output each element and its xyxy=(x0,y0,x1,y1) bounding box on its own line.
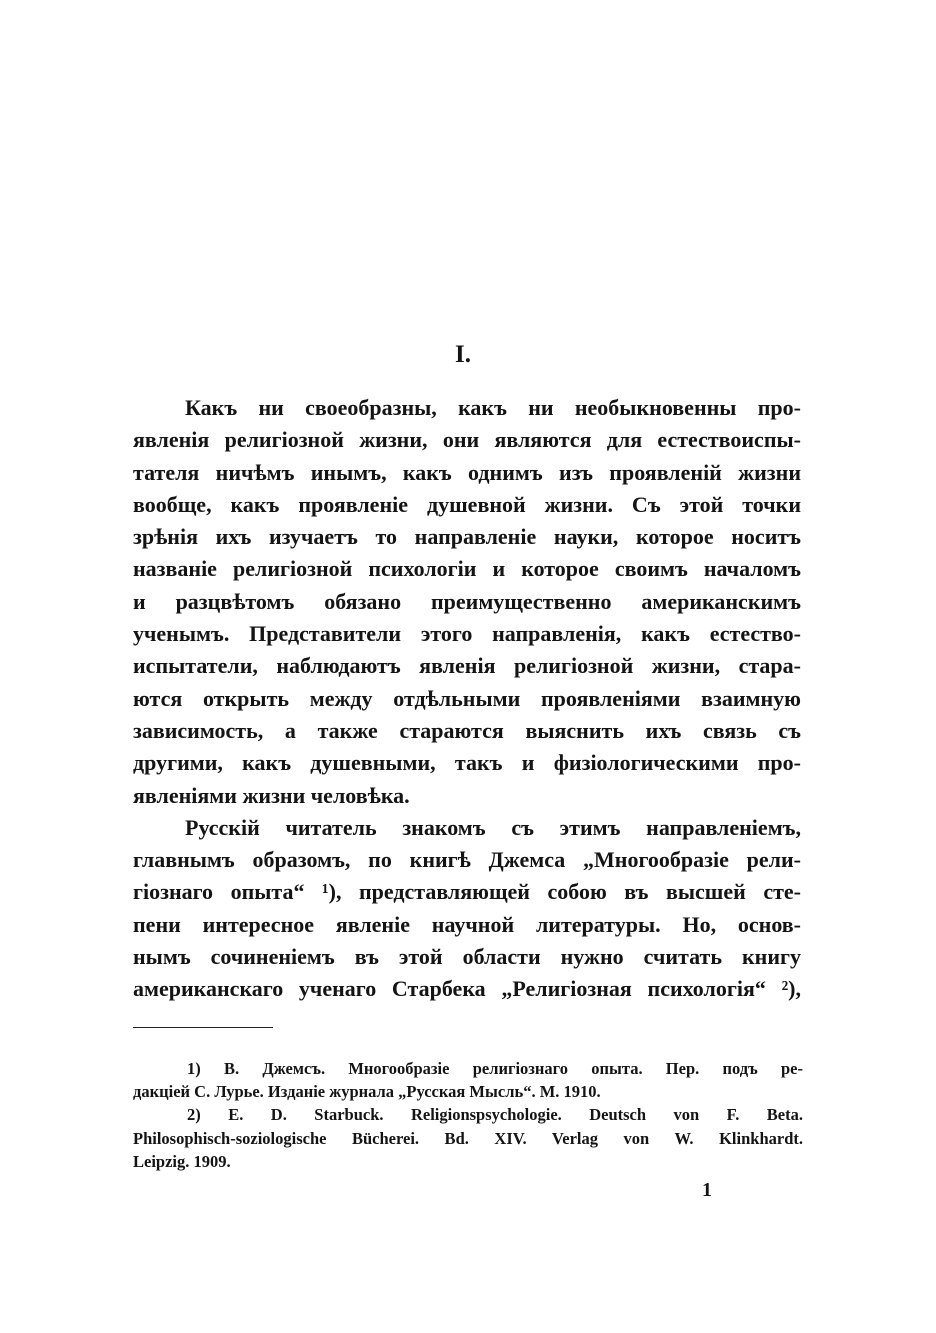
text-line: испытатели, наблюдаютъ явленія религіозной жизни, стара- xyxy=(133,653,801,679)
text-line: нымъ сочиненіемъ въ этой области нужно считать книгу xyxy=(133,944,801,970)
footnote-line: 2) E. D. Starbuck. Religionspsychologie. Deutsch von F. Beta. xyxy=(187,1105,803,1125)
text-line: и разцвѣтомъ обязано преимущественно американскимъ xyxy=(133,588,801,614)
paragraph-1 xyxy=(133,392,801,812)
text-line: Какъ ни своеобразны, какъ ни необыкновенны про- xyxy=(185,395,801,420)
text-line: Русскій читатель знакомъ съ этимъ направленіемъ, xyxy=(185,814,801,840)
page-number: 1 xyxy=(702,1179,712,1201)
text-line: зависимость, а также стараются выяснить ихъ связь съ xyxy=(133,717,801,743)
chapter-heading: I. xyxy=(455,341,471,368)
text-line: названіе религіозной психологіи и которое своимъ началомъ xyxy=(133,556,801,582)
text-line: тателя ничѣмъ инымъ, какъ однимъ изъ проявленій жизни xyxy=(133,459,801,485)
body-text xyxy=(133,392,801,1006)
text-line: ученымъ. Представители этого направленія, какъ естество- xyxy=(133,621,801,647)
text-line: американскаго ученаго Старбека „Религіозная психологія“ ²), xyxy=(133,976,801,1002)
text-line: явленія религіозной жизни, они являются для естествоиспы- xyxy=(133,427,801,453)
footnote-rule xyxy=(133,1027,273,1028)
footnote-2 xyxy=(133,1103,803,1173)
footnote-1 xyxy=(133,1057,803,1103)
footnote-line: 1) В. Джемсъ. Многообразіе религіознаго опыта. Пер. подъ ре- xyxy=(187,1059,803,1078)
text-line: ются открыть между отдѣльными проявленіями взаимную xyxy=(133,685,801,711)
text-line: пени интересное явленіе научной литературы. Но, основ- xyxy=(133,911,801,937)
text-line: главнымъ образомъ, по книгѣ Джемса „Многообразіе рели- xyxy=(133,847,801,873)
text-line: вообще, какъ проявленіе душевной жизни. Съ этой точки xyxy=(133,491,801,517)
footnote-line: дакціей С. Лурье. Изданіе журнала „Русская Мысль“. М. 1910. xyxy=(133,1082,601,1102)
text-line: зрѣнія ихъ изучаетъ то направленіе науки, которое носитъ xyxy=(133,524,801,550)
text-line: явленіями жизни человѣка. xyxy=(133,782,410,808)
text-line: другими, какъ душевными, такъ и физіологическими про- xyxy=(133,750,801,776)
footnote-line: Leipzig. 1909. xyxy=(133,1151,231,1171)
text-line: гіознаго опыта“ ¹), представляющей собою въ высшей сте- xyxy=(133,879,801,905)
paragraph-2 xyxy=(133,812,801,1006)
footnote-line: Philosophisch-soziologische Bücherei. Bd. XIV. Verlag von W. Klinkhardt. xyxy=(133,1128,803,1148)
footnotes xyxy=(133,1057,803,1173)
